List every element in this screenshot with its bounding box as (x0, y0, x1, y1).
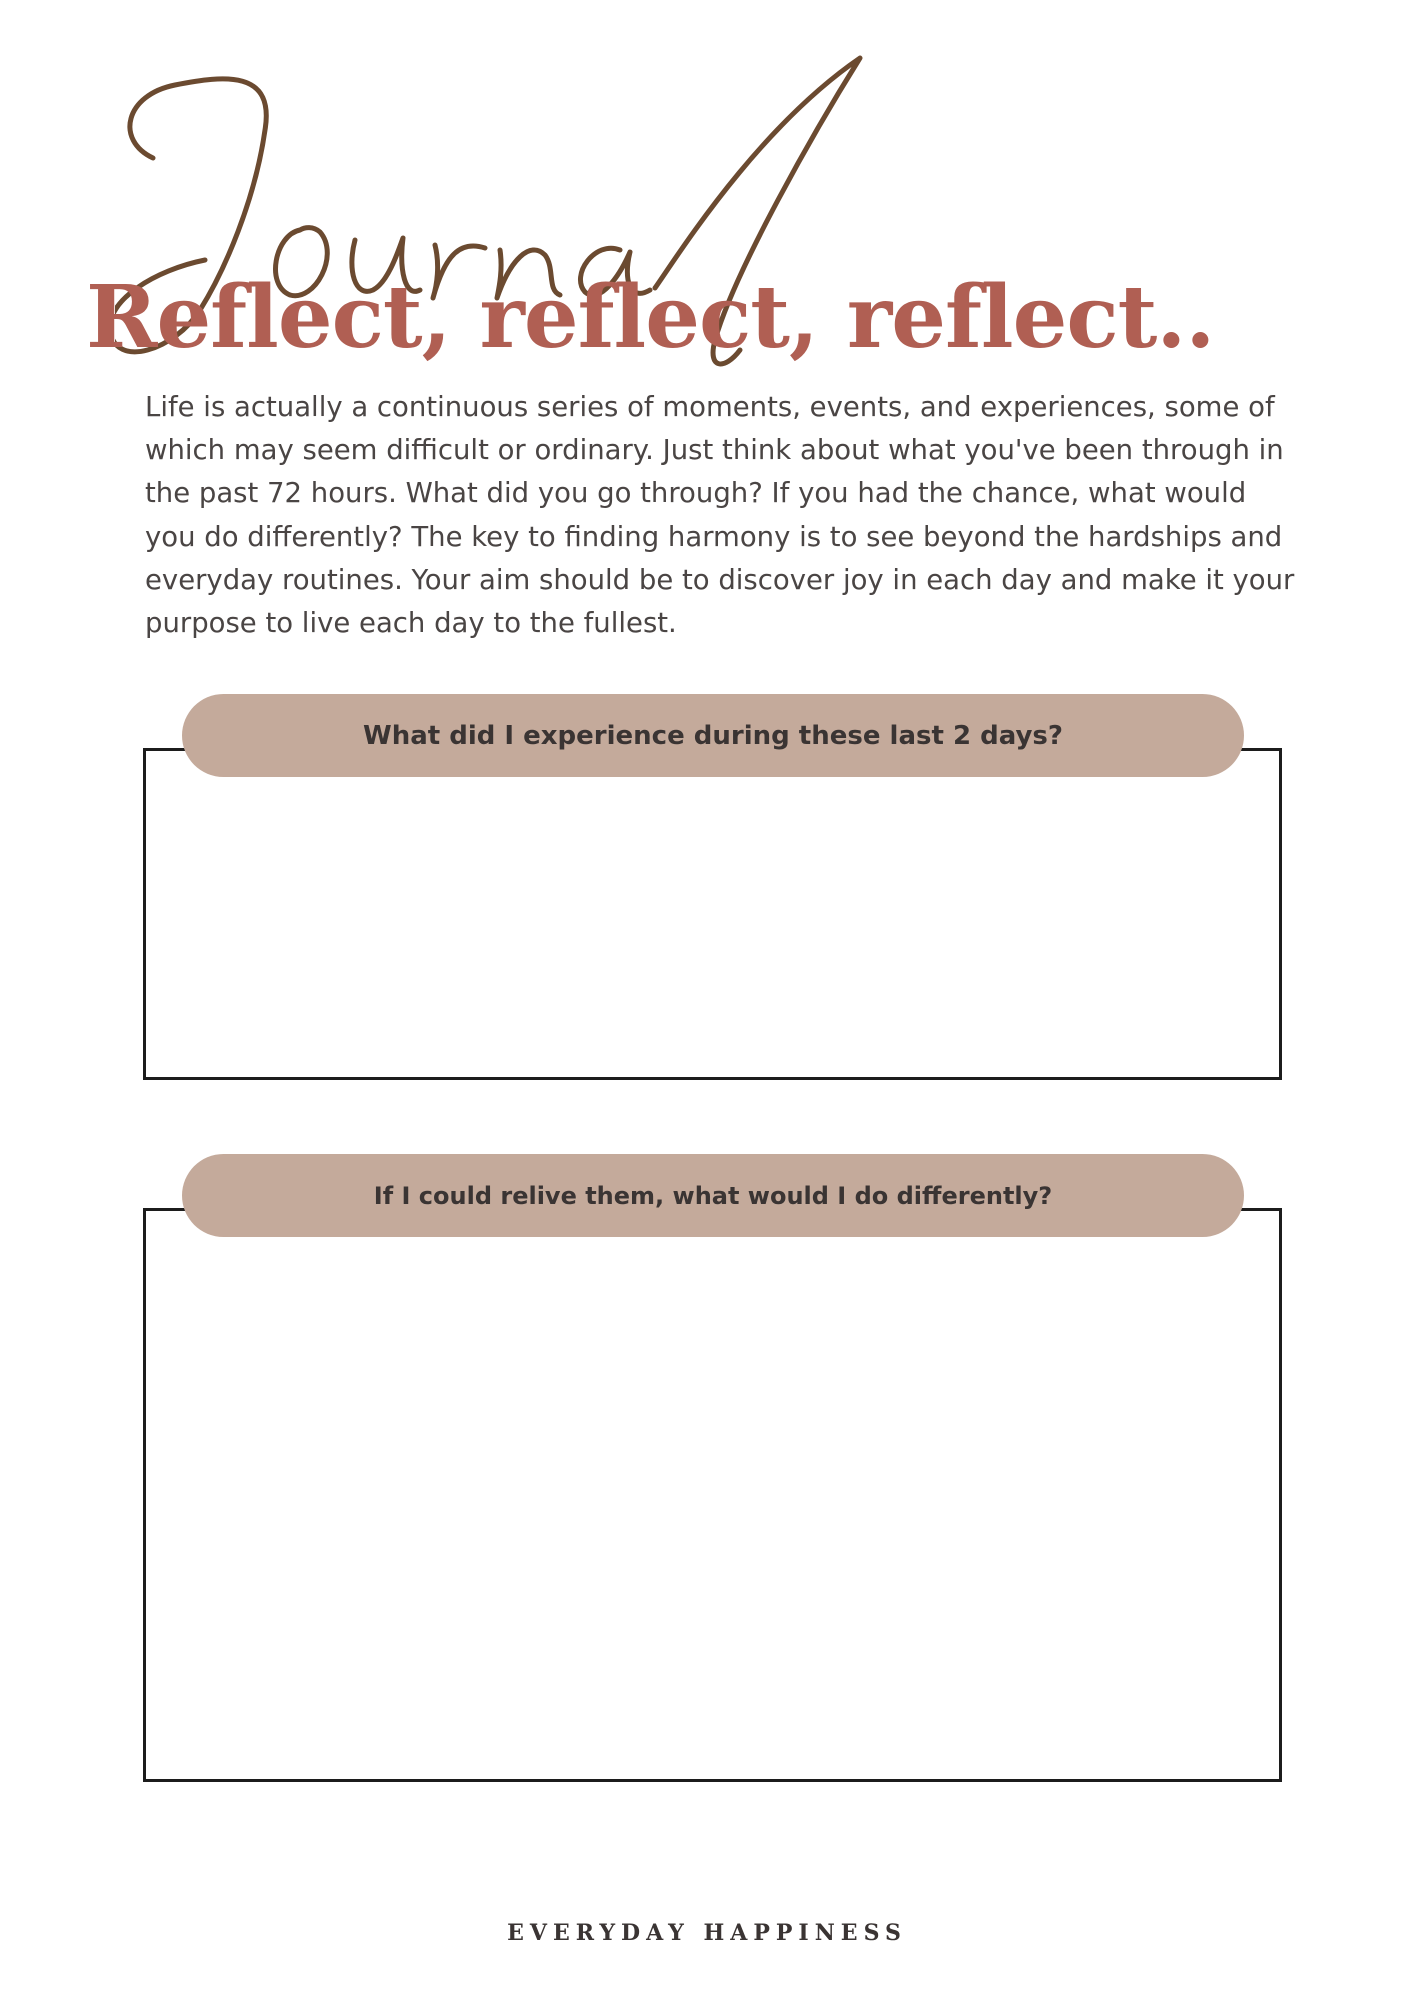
answer-box-experience[interactable] (143, 748, 1282, 1080)
footer-brand: EVERYDAY HAPPINESS (507, 1920, 907, 1946)
prompt-label-experience: What did I experience during these last 2 days? (182, 694, 1244, 777)
headline: Reflect, reflect, reflect.. (86, 267, 1215, 368)
prompt-label-relive: If I could relive them, what would I do differently? (182, 1154, 1244, 1237)
intro-paragraph: Life is actually a continuous series of moments, events, and experiences, some of which may seem difficult or ordinary. Just think about what you've been through in the past 72 hours. What did you go through? If you had the chance, what would you do differently? The key to finding harmony is to see beyond the hardships and everyday routines. Your aim should be to discover joy in each day and make it your purpose to live each day to the fullest. (145, 391, 1295, 640)
answer-box-relive[interactable] (143, 1208, 1282, 1782)
